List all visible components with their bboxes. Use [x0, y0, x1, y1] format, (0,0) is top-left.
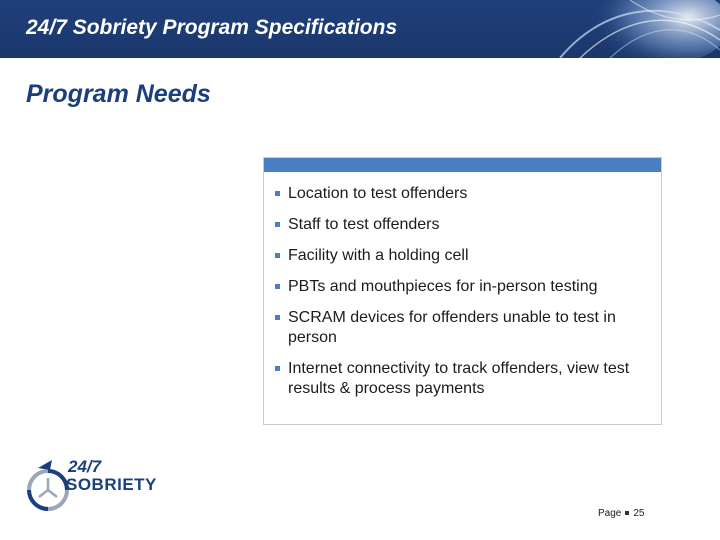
- content-box: [263, 157, 662, 425]
- logo-text-247: 24/7: [68, 457, 102, 476]
- bullet-item: Internet connectivity to track offenders, view test results & process payments: [273, 359, 655, 399]
- page-label: Page: [598, 508, 622, 519]
- bullet-marker-icon: [275, 222, 280, 227]
- separator-icon: [625, 511, 629, 515]
- logo-text-sobriety: SOBRIETY: [66, 475, 157, 494]
- bullet-marker-icon: [275, 191, 280, 196]
- swirl-graphic: [520, 0, 720, 58]
- page-footer: [598, 508, 644, 519]
- bullet-marker-icon: [275, 253, 280, 258]
- page-number: 25: [633, 508, 645, 519]
- bullet-marker-icon: [275, 366, 280, 371]
- bullet-item: Facility with a holding cell: [273, 246, 655, 266]
- slide-subtitle: Program Needs: [26, 80, 211, 108]
- bullet-item: PBTs and mouthpieces for in-person testing: [273, 277, 655, 297]
- bullet-item: SCRAM devices for offenders unable to test in person: [273, 308, 655, 348]
- bullet-list: [273, 184, 655, 410]
- title-bar: [0, 0, 720, 58]
- bullet-item: Location to test offenders: [273, 184, 655, 204]
- slide-header-title: 24/7 Sobriety Program Specifications: [26, 16, 398, 39]
- bullet-marker-icon: [275, 284, 280, 289]
- box-header-bar: [264, 158, 661, 172]
- bullet-item: Staff to test offenders: [273, 215, 655, 235]
- bullet-marker-icon: [275, 315, 280, 320]
